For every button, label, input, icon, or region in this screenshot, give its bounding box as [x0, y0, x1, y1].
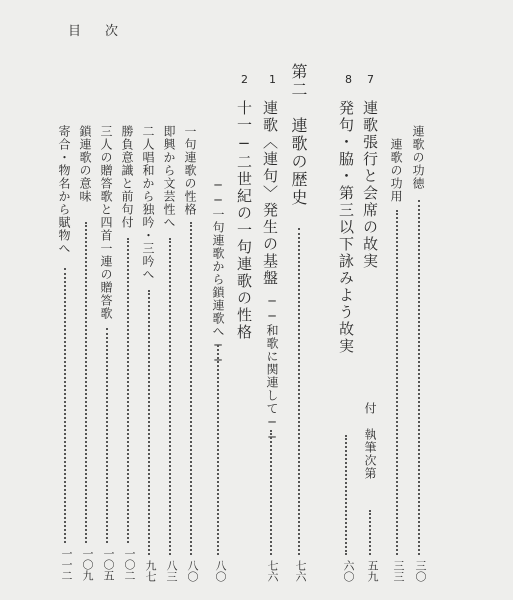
- toc-entry-yoriai: 寄合・物名から賦物へ: [57, 125, 71, 255]
- toc-entry-renga-chogyo: 連歌張行と会席の故実: [361, 100, 379, 270]
- toc-entry-hokku-waki: 発句・脇・第三以下詠みよう故実: [337, 100, 355, 355]
- toc-leader-dots: [217, 345, 219, 555]
- toc-entry-ikku-renga-no-seikaku: 一句連歌の性格: [183, 125, 197, 216]
- toc-page-number: 八〇: [186, 560, 199, 582]
- toc-entry-renga-no-koyo: 連歌の功用: [389, 138, 403, 203]
- toc-leader-dots: [418, 200, 420, 555]
- toc-leader-dots: [369, 510, 371, 555]
- toc-leader-dots: [169, 238, 171, 555]
- toc-page-number: 八三: [165, 560, 178, 582]
- toc-entry-num: [238, 73, 250, 87]
- toc-leader-dots: [106, 328, 108, 543]
- toc-page-number: 一〇九: [81, 548, 94, 581]
- toc-page-number: 一〇二: [123, 548, 136, 581]
- toc-leader-dots: [298, 228, 300, 555]
- toc-page-number: 九七: [144, 560, 157, 582]
- toc-leader-dots: [127, 238, 129, 543]
- toc-page-number: 八〇: [214, 560, 227, 582]
- toc-leader-dots: [190, 222, 192, 555]
- toc-entry-renga-no-kudoku: 連歌の功徳: [411, 125, 425, 190]
- toc-entry-futari-showa: 二人唱和から独吟・三吟へ: [141, 125, 155, 281]
- toc-chapter-title: 第二 連歌の歴史: [289, 63, 308, 207]
- toc-leader-dots: [148, 290, 150, 555]
- toc-entry-renga-hassei: 連歌〈連句〉発生の基盤: [261, 100, 279, 287]
- toc-page-number: 七六: [266, 560, 279, 582]
- toc-leader-dots: [345, 435, 347, 555]
- toc-entry-num: [266, 73, 278, 87]
- toc-entry-num: [342, 73, 354, 87]
- toc-entry-subtitle: ──和歌に関連して──: [265, 294, 279, 445]
- toc-entry-number: 8: [342, 73, 355, 87]
- toc-page-number: 一一二: [60, 548, 73, 581]
- toc-leader-dots: [64, 268, 66, 543]
- toc-leader-dots: [270, 430, 272, 555]
- toc-leader-dots: [85, 222, 87, 543]
- toc-entry-shobu-ishiki: 勝負意識と前句付: [120, 125, 134, 229]
- toc-entry-num: [364, 73, 376, 87]
- header-mokuji: 目: [67, 24, 82, 39]
- toc-entry-number: 1: [266, 73, 279, 87]
- toc-entry-kusari-renga: 鎖連歌の意味: [78, 125, 92, 203]
- toc-page-number: 五九: [366, 560, 379, 582]
- toc-entry-number: 7: [364, 73, 377, 87]
- toc-entry-ikku-renga-seikaku: 十一−二世紀の一句連歌の性格: [235, 100, 253, 341]
- toc-page-number: 三三: [392, 560, 405, 582]
- toc-page-number: 一〇五: [102, 548, 115, 581]
- toc-page-number: 七六: [294, 560, 307, 582]
- toc-entry-sannin-zotoka: 三人の贈答歌と四首一連の贈答歌: [99, 125, 113, 320]
- toc-page-number: 六〇: [342, 560, 355, 582]
- toc-page-number: 三〇: [414, 560, 427, 582]
- toc-entry-note: 付 執筆次第: [363, 402, 377, 480]
- toc-entry-sokkyo: 即興から文芸性へ: [162, 125, 176, 229]
- toc-leader-dots: [396, 210, 398, 555]
- header-ji: 次: [104, 24, 119, 39]
- toc-entry-number: 2: [238, 73, 251, 87]
- toc-entry-subtitle: ──一句連歌から鎖連歌へ──: [211, 178, 225, 368]
